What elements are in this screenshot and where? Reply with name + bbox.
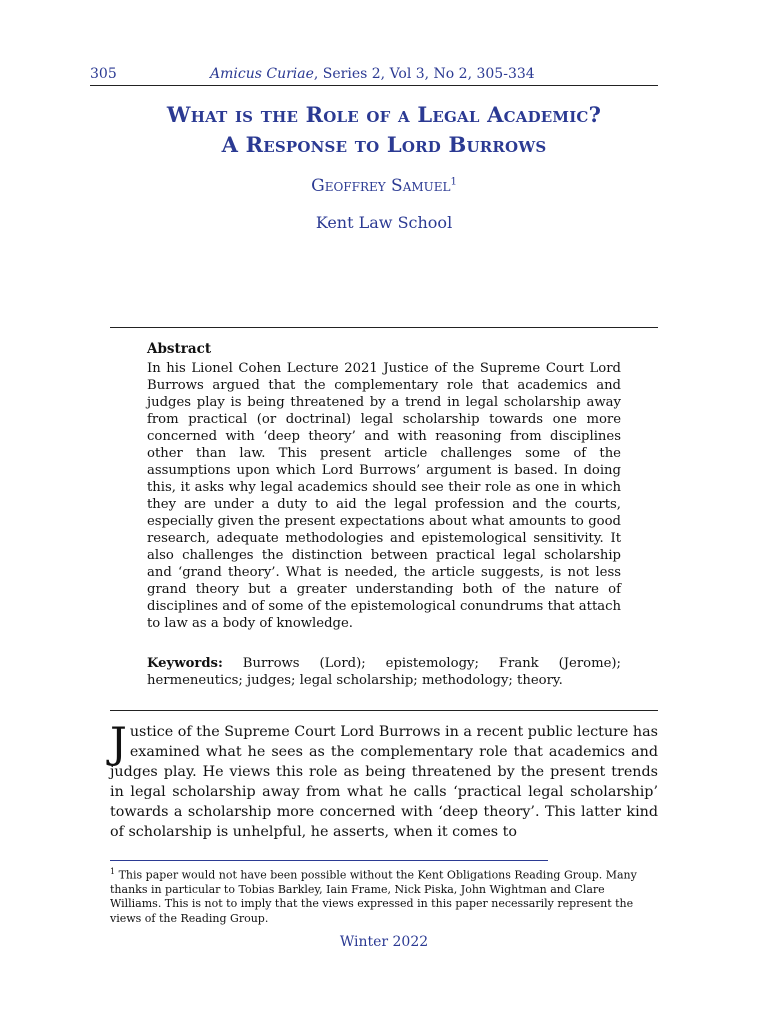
author: [90, 176, 678, 196]
abstract-text: In his Lionel Cohen Lecture 2021 Justice of the Supreme Court Lord Burrows argued that the complementary role that academics and judges play is being threatened by a trend in legal scholarship away from practical (or doctrinal) legal scholarship towards one more concerned with ‘deep theory’ and with reasoning from disciplines other than law. This present article challenges some of the assumptions upon which Lord Burrows’ argument is based. In doing this, it asks why legal academics should see their role as one in which they are under a duty to aid the legal profession and the courts, especially given the present expectations about what amounts to good research, adequate methodologies and epistemological sensitivity. It also challenges the distinction between practical legal scholarship and ‘grand theory’. What is needed, the article suggests, is not less grand theory but a greater understanding both of the nature of disciplines and of some of the epistemological conundrums that attach to law as a body of knowledge.: [147, 361, 621, 631]
title-line-2: A Response to Lord Burrows: [221, 132, 547, 157]
article-title: [90, 100, 678, 160]
abstract: [147, 341, 621, 632]
keywords-text: Burrows (Lord); epistemology; Frank (Jerome); hermeneutics; judges; legal scholarship; methodology; theory.: [147, 656, 621, 688]
abstract-top-divider: [110, 327, 658, 328]
body-paragraph: [110, 718, 658, 842]
abstract-heading: Abstract: [147, 341, 212, 357]
header-divider: [90, 85, 658, 86]
journal-details: , Series 2, Vol 3, No 2, 305-334: [313, 66, 535, 82]
footnote-divider: [110, 860, 548, 861]
keywords: [147, 655, 621, 689]
journal-citation: [210, 66, 535, 82]
body-text: ustice of the Supreme Court Lord Burrows in a recent public lecture has examined what he sees as the complementary role that academics and judges play. He views this role as being threatened by the present trends in legal scholarship away from what he calls ‘practical legal scholarship’ towards a scholarship more concerned with ‘deep theory’. This latter kind of scholarship is unhelpful, he asserts, when it comes to: [110, 724, 658, 840]
author-name: Geoffrey Samuel: [311, 176, 451, 196]
issue-footer: Winter 2022: [339, 934, 429, 950]
footnote-mark: 1: [110, 867, 116, 876]
footnote-text: This paper would not have been possible without the Kent Obligations Reading Group. Many thanks in particular to Tobias Barkley, Iain Frame, Nick Piska, John Wightman and Clare Williams. This is not to imply that the views expressed in this paper necessarily represent the views of the Reading Group.: [110, 868, 637, 925]
affiliation: Kent Law School: [315, 213, 453, 232]
journal-name: Amicus Curiae: [210, 66, 314, 82]
footnote: [110, 865, 658, 926]
abstract-bottom-divider: [110, 710, 658, 711]
page-number: 305: [90, 66, 117, 82]
drop-cap: J: [110, 718, 127, 767]
running-head: [90, 66, 658, 86]
keywords-label: Keywords:: [147, 656, 223, 671]
title-line-1: What is the Role of a Legal Academic?: [166, 102, 602, 127]
author-footnote-mark[interactable]: 1: [450, 176, 457, 188]
